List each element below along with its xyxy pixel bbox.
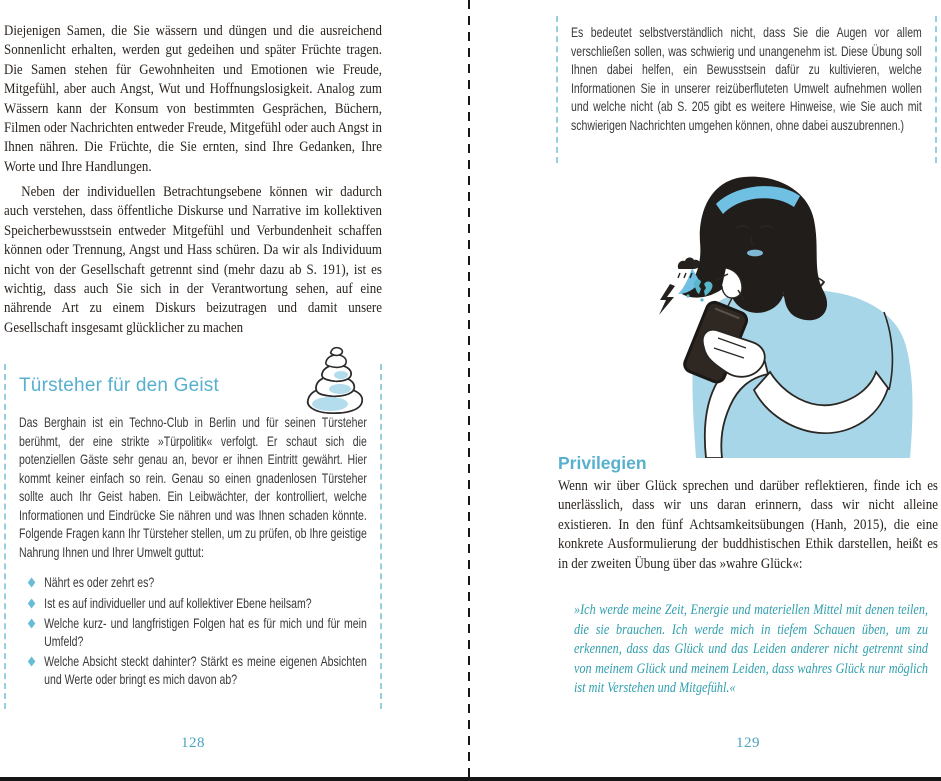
box-title: Türsteher für den Geist (19, 375, 219, 396)
page-number-right: 129 (736, 735, 760, 751)
left-paragraph-1: Diejenigen Samen, die Sie wässern und düngen und die ausreichend Sonnenlicht erhalten, werden gut gedeihen und später Früchte tragen. Die Samen stehen für Gewohnheiten und Emotionen wie Freude, Mitgefühl, aber auch Angst, Wut und Hoffnungslosigkeit. Analog zum Wässern kann der Konsum von bestimmten Gesprächen, Büchern, Filmen oder Nachrichten entweder Freude, Mitgefühl oder auch Angst in Ihnen nähren. Die Früchte, die Sie ernten, sind Ihre Gedanken, Ihre Worte und Ihre Handlungen. (4, 23, 382, 175)
mind-doorman-box-continuation (556, 16, 937, 163)
section-title-privilegien: Privilegien (558, 453, 647, 473)
left-page (0, 0, 468, 781)
list-item: Welche Absicht steckt dahinter? Stärkt es meine eigenen Absichten und Werte oder bringt es mich davon ab? (19, 653, 367, 688)
left-paragraph-2: Neben der individuellen Betrachtungsebene können wir dadurch auch verstehen, dass öffentliche Diskurse und Narrative im kollektiven Speicherbewusstsein entweder Mitgefühl und Verbundenheit schaffen können oder Trennung, Angst und Hass schüren. Da wir als Individuum nicht von der Gesellschaft getrennt sind (mehr dazu ab S. 191), ist es wichtig, dass auch Sie sich in der Verantwortung sehen, auf eine nährende Art zu einem Diskurs beizutragen und damit unsere Gesellschaft insgesamt glücklicher zu machen (4, 184, 382, 336)
list-item: Nährt es oder zehrt es? (19, 574, 367, 592)
list-item: Welche kurz- und langfristigen Folgen hat es für mich und für mein Umfeld? (19, 615, 367, 650)
privilegien-paragraph: Wenn wir über Glück sprechen und darüber reflektieren, finde ich es unerlässlich, dass wir uns daran erinnern, dass wir nicht alleine existieren. In den fünf Achtsamkeitsübungen (Hanh, 2015), die eine konkrete Ausformulierung der buddhistischen Ethik darstellen, heißt es in der zweiten Übung über das »wahre Glück«: (558, 478, 938, 572)
right-page (470, 0, 941, 781)
cairn-illustration (300, 344, 372, 416)
list-item: Ist es auf individueller und auf kollektiver Ebene heilsam? (19, 595, 367, 613)
woman-smartphone-illustration (648, 172, 938, 458)
doorman-question-list (19, 574, 367, 689)
mindfulness-quote: »Ich werde meine Zeit, Energie und materiellen Mittel mit denen teilen, die sie brauchen. Ich werde mich in tiefem Schauen üben, um zu erkennen, dass das Glück und das Leiden anderer nicht getrennt sind von meinem Glück und meinem Leiden, dass wahres Glück nur möglich ist mit Verstehen und Mitgefühl.« (574, 602, 928, 697)
box-body-text: Das Berghain ist ein Techno-Club in Berlin und für seinen Türsteher berühmt, der eine strikte »Türpolitik« verfolgt. Er schaut sich die potenziellen Gäste sehr genau an, bevor er ihnen Eintritt gewährt. Hier kommt keiner einfach so rein. Genau so einen gnadenlosen Türsteher sollte auch Ihr Geist haben. Ein Leibwächter, der kontrolliert, welche Informationen und Eindrücke Sie nähren und was Ihnen schaden könnte. Folgende Fragen kann Ihr Türsteher stellen, um zu prüfen, ob Ihre geistige Nahrung Ihnen und Ihrer Umwelt guttut: (19, 415, 367, 560)
page-number-left: 128 (181, 735, 205, 751)
box-continuation-text: Es bedeutet selbstverständlich nicht, dass Sie die Augen vor allem verschließen sollen, was schwierig und unangenehm ist. Diese Übung soll Ihnen dabei helfen, ein Bewusstsein dafür zu kultivieren, welche Informationen Sie in unserer reizüberfluteten Umwelt aufnehmen wollen und welche nicht (ab S. 205 gibt es weitere Hinweise, wie Sie auch mit schwierigen Nachrichten umgehen können, ohne dabei auszubrennen.) (571, 25, 922, 133)
